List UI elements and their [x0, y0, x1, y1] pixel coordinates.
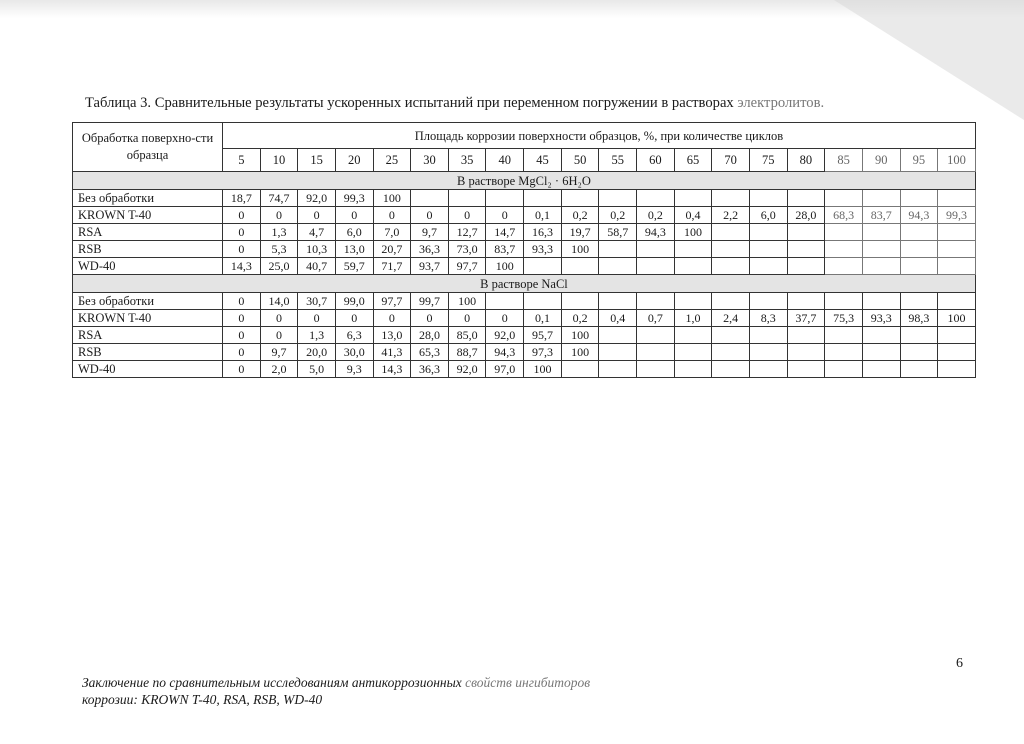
- table-cell: [862, 293, 900, 310]
- table-cell: 30,0: [335, 344, 373, 361]
- table-cell: 100: [373, 190, 411, 207]
- row-label: WD-40: [73, 361, 223, 378]
- table-row: [73, 344, 976, 361]
- table-cell: 68,3: [825, 207, 863, 224]
- table-row: [73, 293, 976, 310]
- table-cell: [637, 327, 675, 344]
- table-cell: [787, 258, 825, 275]
- table-cell: 100: [938, 310, 976, 327]
- table-cell: [900, 293, 938, 310]
- table-row: [73, 207, 976, 224]
- table-cell: 0: [260, 327, 298, 344]
- table-cell: 0,2: [561, 207, 599, 224]
- cycle-header-cell: 20: [335, 149, 373, 172]
- table-cell: [524, 258, 562, 275]
- table-cell: 100: [561, 344, 599, 361]
- table-cell: 1,0: [674, 310, 712, 327]
- table-cell: 5,3: [260, 241, 298, 258]
- table-cell: 100: [486, 258, 524, 275]
- table-row: [73, 224, 976, 241]
- footer-note: [82, 674, 782, 708]
- table-cell: 92,0: [298, 190, 336, 207]
- row-label: RSA: [73, 224, 223, 241]
- table-cell: 0: [411, 207, 449, 224]
- cycle-header-cell: 85: [825, 149, 863, 172]
- table-cell: 5,0: [298, 361, 336, 378]
- table-cell: 97,7: [373, 293, 411, 310]
- table-row: [73, 258, 976, 275]
- table-cell: 0: [223, 293, 261, 310]
- cycle-header-cell: 15: [298, 149, 336, 172]
- table-cell: 0: [223, 224, 261, 241]
- table-cell: 7,0: [373, 224, 411, 241]
- table-cell: [938, 327, 976, 344]
- table-cell: 0: [223, 361, 261, 378]
- table-cell: 0,2: [599, 207, 637, 224]
- table-cell: [787, 361, 825, 378]
- cycle-header-cell: 90: [862, 149, 900, 172]
- table-cell: [599, 361, 637, 378]
- table-cell: 16,3: [524, 224, 562, 241]
- table-cell: 0: [335, 207, 373, 224]
- table-cell: 100: [524, 361, 562, 378]
- table-cell: 98,3: [900, 310, 938, 327]
- table-cell: 2,4: [712, 310, 750, 327]
- table-cell: 94,3: [486, 344, 524, 361]
- table-cell: [637, 293, 675, 310]
- table-cell: 14,7: [486, 224, 524, 241]
- table-cell: [938, 293, 976, 310]
- caption-text-tail: электролитов.: [737, 95, 825, 111]
- table-cell: 0,1: [524, 207, 562, 224]
- table-cell: 28,0: [411, 327, 449, 344]
- table-cell: [825, 327, 863, 344]
- table-cell: 18,7: [223, 190, 261, 207]
- table-cell: 20,0: [298, 344, 336, 361]
- table-cell: [712, 327, 750, 344]
- table-cell: [862, 327, 900, 344]
- table-cell: 6,3: [335, 327, 373, 344]
- table-cell: [712, 258, 750, 275]
- table-cell: 93,3: [862, 310, 900, 327]
- table-cell: 58,7: [599, 224, 637, 241]
- table-cell: 73,0: [448, 241, 486, 258]
- table-cell: 36,3: [411, 361, 449, 378]
- section-row: [73, 275, 976, 293]
- table-cell: 0: [486, 310, 524, 327]
- table-cell: [938, 241, 976, 258]
- table-cell: 12,7: [448, 224, 486, 241]
- table-cell: 14,0: [260, 293, 298, 310]
- row-label: RSB: [73, 241, 223, 258]
- page-number: 6: [956, 656, 963, 671]
- table-cell: 14,3: [373, 361, 411, 378]
- table-cell: [938, 224, 976, 241]
- table-cell: 0: [260, 207, 298, 224]
- table-cell: [749, 344, 787, 361]
- table-cell: [787, 241, 825, 258]
- table-cell: 100: [448, 293, 486, 310]
- table-cell: [862, 258, 900, 275]
- table-cell: [674, 361, 712, 378]
- table-cell: [825, 361, 863, 378]
- table-cell: [674, 327, 712, 344]
- table-cell: 75,3: [825, 310, 863, 327]
- row-label: RSA: [73, 327, 223, 344]
- table-cell: [486, 190, 524, 207]
- row-label: WD-40: [73, 258, 223, 275]
- table-cell: 1,3: [260, 224, 298, 241]
- row-label: Без обработки: [73, 190, 223, 207]
- table-cell: [862, 224, 900, 241]
- table-cell: [637, 258, 675, 275]
- table-cell: 99,7: [411, 293, 449, 310]
- table-cell: 95,7: [524, 327, 562, 344]
- table-cell: [787, 344, 825, 361]
- table-cell: [938, 258, 976, 275]
- table-cell: [825, 293, 863, 310]
- table-cell: 99,0: [335, 293, 373, 310]
- table-cell: [637, 190, 675, 207]
- table-cell: 85,0: [448, 327, 486, 344]
- table-cell: [749, 293, 787, 310]
- table-cell: [900, 241, 938, 258]
- table-cell: 0,1: [524, 310, 562, 327]
- row-label: RSB: [73, 344, 223, 361]
- table-row: [73, 190, 976, 207]
- table-cell: [749, 224, 787, 241]
- table-cell: [599, 344, 637, 361]
- table-cell: [749, 361, 787, 378]
- table-cell: [900, 258, 938, 275]
- table-cell: [787, 293, 825, 310]
- table-cell: 93,7: [411, 258, 449, 275]
- table-cell: [599, 258, 637, 275]
- table-row: [73, 327, 976, 344]
- table-cell: 20,7: [373, 241, 411, 258]
- footer-line-1: [82, 674, 782, 691]
- cycle-header-cell: 35: [448, 149, 486, 172]
- table-cell: 100: [674, 224, 712, 241]
- table-cell: 83,7: [486, 241, 524, 258]
- table-cell: [712, 241, 750, 258]
- table-cell: [637, 344, 675, 361]
- table-row: [73, 241, 976, 258]
- cycle-header-cell: 50: [561, 149, 599, 172]
- section-title: В растворе MgCl₂ · 6H₂O: [73, 172, 976, 190]
- table-cell: [900, 224, 938, 241]
- table-cell: [599, 190, 637, 207]
- cycle-header-cell: 55: [599, 149, 637, 172]
- table-cell: [749, 190, 787, 207]
- table-cell: 0,4: [599, 310, 637, 327]
- table-cell: 36,3: [411, 241, 449, 258]
- table-cell: [825, 344, 863, 361]
- table-cell: [561, 258, 599, 275]
- table-cell: 0: [448, 310, 486, 327]
- table-cell: 92,0: [448, 361, 486, 378]
- table-cell: 0: [448, 207, 486, 224]
- table-cell: [674, 190, 712, 207]
- table-cell: 88,7: [448, 344, 486, 361]
- table-cell: [674, 258, 712, 275]
- table-cell: 0: [223, 310, 261, 327]
- table-cell: 13,0: [335, 241, 373, 258]
- table-cell: 41,3: [373, 344, 411, 361]
- table-row: [73, 361, 976, 378]
- table-cell: [561, 293, 599, 310]
- table-cell: [599, 327, 637, 344]
- table-cell: 2,2: [712, 207, 750, 224]
- table-cell: 4,7: [298, 224, 336, 241]
- table-cell: 97,3: [524, 344, 562, 361]
- table-cell: [674, 293, 712, 310]
- table-cell: 83,7: [862, 207, 900, 224]
- table-cell: [900, 361, 938, 378]
- table-cell: [712, 190, 750, 207]
- table-cell: 25,0: [260, 258, 298, 275]
- table-cell: 9,7: [411, 224, 449, 241]
- table-cell: [524, 190, 562, 207]
- table-cell: [900, 344, 938, 361]
- cycle-header-cell: 75: [749, 149, 787, 172]
- footer-line-2: коррозии: KROWN T-40, RSA, RSB, WD-40: [82, 692, 323, 707]
- table-body: [73, 172, 976, 378]
- table-cell: [749, 241, 787, 258]
- table-cell: 0: [223, 344, 261, 361]
- table-cell: 71,7: [373, 258, 411, 275]
- row-label: KROWN T-40: [73, 310, 223, 327]
- table-cell: 100: [561, 327, 599, 344]
- table-cell: 0: [373, 207, 411, 224]
- cycle-header-cell: 70: [712, 149, 750, 172]
- table-cell: 40,7: [298, 258, 336, 275]
- table-cell: [825, 190, 863, 207]
- footer-line-1-tail: свойств ингибиторов: [465, 675, 591, 690]
- table-cell: [674, 241, 712, 258]
- cycle-header-cell: 30: [411, 149, 449, 172]
- table-cell: 2,0: [260, 361, 298, 378]
- table-cell: [486, 293, 524, 310]
- table-caption: [85, 95, 965, 112]
- corrosion-results-table: [72, 122, 976, 378]
- table-row: [73, 310, 976, 327]
- table-cell: 0: [373, 310, 411, 327]
- footer-line-1-text: Заключение по сравнительным исследованиям антикоррозионных: [82, 675, 466, 690]
- table-cell: [787, 327, 825, 344]
- table-cell: [712, 361, 750, 378]
- table-cell: 13,0: [373, 327, 411, 344]
- table-cell: 30,7: [298, 293, 336, 310]
- table-cell: 97,0: [486, 361, 524, 378]
- table-cell: 93,3: [524, 241, 562, 258]
- table-cell: [712, 293, 750, 310]
- table-cell: 9,7: [260, 344, 298, 361]
- table-cell: [524, 293, 562, 310]
- column-header-cell: Площадь коррозии поверхности образцов, %, при количестве циклов: [223, 123, 976, 149]
- table-cell: 1,3: [298, 327, 336, 344]
- row-header-cell: Обработка поверхно-сти образца: [73, 123, 223, 172]
- table-cell: [862, 361, 900, 378]
- cycle-header-cell: 80: [787, 149, 825, 172]
- table-cell: 19,7: [561, 224, 599, 241]
- cycle-header-cell: 65: [674, 149, 712, 172]
- table-cell: 8,3: [749, 310, 787, 327]
- table-cell: 0,2: [637, 207, 675, 224]
- cycle-header-cell: 10: [260, 149, 298, 172]
- table-cell: [411, 190, 449, 207]
- table-cell: [787, 224, 825, 241]
- caption-text: Таблица 3. Сравнительные результаты ускоренных испытаний при переменном погружении в растворах: [85, 95, 738, 111]
- table-cell: 0: [223, 241, 261, 258]
- table-cell: [637, 241, 675, 258]
- table-cell: 14,3: [223, 258, 261, 275]
- table-cell: 99,3: [938, 207, 976, 224]
- table-cell: [712, 344, 750, 361]
- cycle-header-cell: 40: [486, 149, 524, 172]
- table-cell: 94,3: [637, 224, 675, 241]
- table-cell: [938, 344, 976, 361]
- cycle-header-cell: 25: [373, 149, 411, 172]
- table-cell: [599, 241, 637, 258]
- table-cell: [637, 361, 675, 378]
- table-cell: [900, 190, 938, 207]
- cycle-header-cell: 60: [637, 149, 675, 172]
- cycle-header-cell: 95: [900, 149, 938, 172]
- table-cell: [674, 344, 712, 361]
- table-cell: [825, 224, 863, 241]
- table-cell: 9,3: [335, 361, 373, 378]
- table-cell: 0: [486, 207, 524, 224]
- table-cell: 97,7: [448, 258, 486, 275]
- table-cell: 0: [223, 327, 261, 344]
- table-cell: 6,0: [335, 224, 373, 241]
- table-cell: [787, 190, 825, 207]
- table-cell: 0: [335, 310, 373, 327]
- table-cell: 0,2: [561, 310, 599, 327]
- table-cell: 65,3: [411, 344, 449, 361]
- table-cell: 0: [223, 207, 261, 224]
- table-cell: [825, 241, 863, 258]
- table-cell: 10,3: [298, 241, 336, 258]
- table-cell: [448, 190, 486, 207]
- section-row: [73, 172, 976, 190]
- cycle-header-cell: 45: [524, 149, 562, 172]
- table-cell: 74,7: [260, 190, 298, 207]
- cycle-header-cell: 100: [938, 149, 976, 172]
- table-cell: 0: [260, 310, 298, 327]
- table-cell: [561, 361, 599, 378]
- cycle-header-cell: 5: [223, 149, 261, 172]
- table-cell: 100: [561, 241, 599, 258]
- table-cell: [599, 293, 637, 310]
- table-cell: 0: [411, 310, 449, 327]
- section-title: В растворе NaCl: [73, 275, 976, 293]
- table-cell: [862, 241, 900, 258]
- table-cell: [561, 190, 599, 207]
- table-cell: [862, 344, 900, 361]
- table-cell: 0,4: [674, 207, 712, 224]
- table-cell: 0,7: [637, 310, 675, 327]
- table-cell: 99,3: [335, 190, 373, 207]
- row-label: Без обработки: [73, 293, 223, 310]
- table-cell: [862, 190, 900, 207]
- table-cell: 37,7: [787, 310, 825, 327]
- table-cell: 28,0: [787, 207, 825, 224]
- table-cell: [749, 327, 787, 344]
- table-cell: 6,0: [749, 207, 787, 224]
- table-cell: 59,7: [335, 258, 373, 275]
- table-cell: [749, 258, 787, 275]
- table-cell: [938, 190, 976, 207]
- table-cell: 94,3: [900, 207, 938, 224]
- table-cell: 0: [298, 310, 336, 327]
- row-label: KROWN T-40: [73, 207, 223, 224]
- table-cell: 92,0: [486, 327, 524, 344]
- table-cell: [938, 361, 976, 378]
- table-cell: 0: [298, 207, 336, 224]
- table-cell: [712, 224, 750, 241]
- table-cell: [825, 258, 863, 275]
- table-cell: [900, 327, 938, 344]
